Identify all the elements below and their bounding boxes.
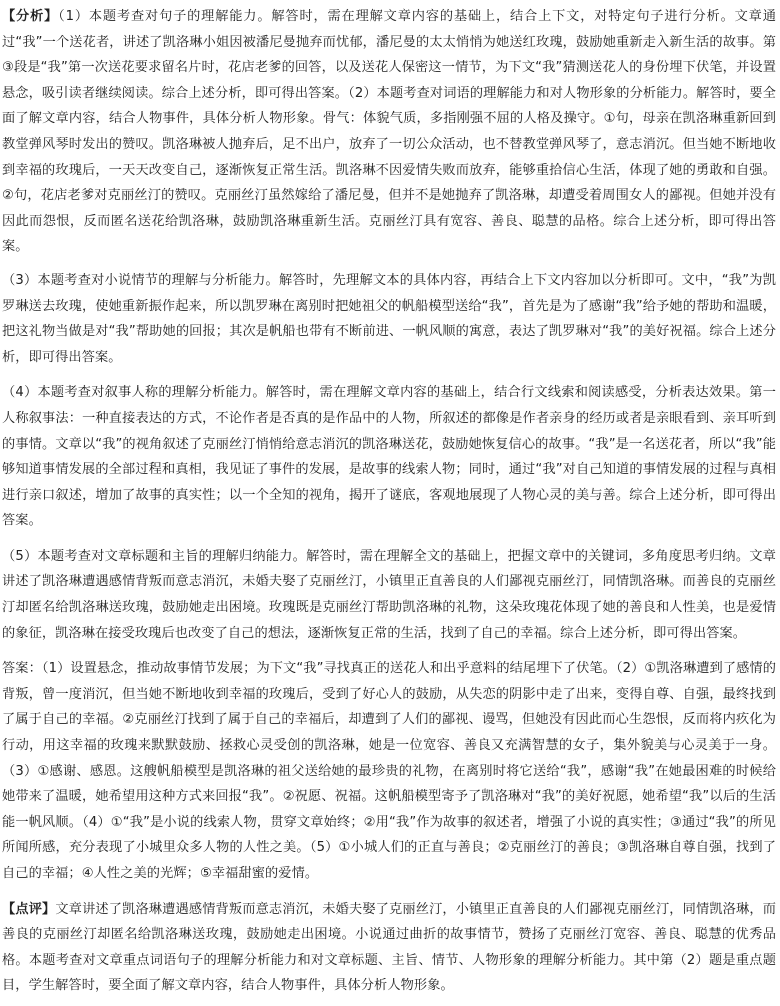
- analysis-q5-paragraph: [2, 544, 776, 646]
- analysis-q3-paragraph: [2, 268, 776, 370]
- comment-text: 文章讲述了凯洛琳遭遇感情背叛而意志消沉，未婚夫娶了克丽丝汀，小镇里正直善良的人们鄙视克丽丝汀，同情凯洛琳，而善良的克丽丝汀却匿名给凯洛琳送玫瑰，鼓励她走出困境。小说通过曲折的故事情节，赞扬了克丽丝汀宽容、善良、聪慧的优秀品格。本题考查对文章重点词语句子的理解分析能力和对文章标题、主旨、情节、人物形象的理解分析能力。其中第（2）题是重点题目，学生解答时，要全面了解文章内容，结合人物事件，具体分析人物形象。: [2, 901, 776, 994]
- comment-paragraph: [2, 897, 776, 999]
- analysis-paragraph: [2, 4, 776, 260]
- analysis-text-q5: （5）本题考查对文章标题和主旨的理解归纳能力。解答时，需在理解全文的基础上，把握文章中的关键词，多角度思考归纳。文章讲述了凯洛琳遭遇感情背叛而意志消沉，未婚夫娶了克丽丝汀，小镇里正直善良的人们鄙视克丽丝汀，同情凯洛琳。而善良的克丽丝汀却匿名给凯洛琳送玫瑰，鼓励她走出困境。玫瑰既是克丽丝汀帮助凯洛琳的礼物，这朵玫瑰花体现了她的善良和人性美，也是爱情的象征，凯洛琳在接受玫瑰后也改变了自己的想法，逐渐恢复正常的生活，找到了自己的幸福。综合上述分析，即可得出答案。: [2, 548, 776, 641]
- answer-paragraph: [2, 656, 776, 886]
- analysis-text-q4: （4）本题考查对叙事人称的理解分析能力。解答时，需在理解文章内容的基础上，结合行文线索和阅读感受，分析表达效果。第一人称叙事法：一种直接表达的方式，不论作者是否真的是作品中的人物，所叙述的都像是作者亲身的经历或者是亲眼看到、亲耳听到的事情。文章以“我”的视角叙述了克丽丝汀悄悄给意志消沉的凯洛琳送花，鼓励她恢复信心的故事。“我”是一名送花者，所以“我”能够知道事情发展的全部过程和真相，我见证了事件的发展，是故事的线索人物；同时，通过“我”对自己知道的事情发展的过程与真相进行亲口叙述，增加了故事的真实性；以一个全知的视角，揭开了谜底，客观地展现了人物心灵的美与善。综合上述分析，即可得出答案。: [2, 385, 776, 529]
- analysis-tag: 【分析】: [2, 9, 59, 24]
- analysis-text-q3: （3）本题考查对小说情节的理解与分析能力。解答时，先理解文本的具体内容，再结合上下文内容加以分析即可。文中，“我”为凯罗琳送去玫瑰，使她重新振作起来，所以凯罗琳在离别时把她祖父的帆船模型送给“我”，首先是为了感谢“我”给予她的帮助和温暖，把这礼物当做是对“我”帮助她的回报；其次是帆船也带有不断前进、一帆风顺的寓意，表达了凯罗琳对“我”的美好祝福。综合上述分析，即可得出答案。: [2, 272, 776, 365]
- analysis-q4-paragraph: [2, 380, 776, 534]
- analysis-text-q1-q2: （1）本题考查对句子的理解能力。解答时，需在理解文章内容的基础上，结合上下文，对特定句子进行分析。文章通过“我”一个送花者，讲述了凯洛琳小姐因被潘尼曼抛弃而忧郁，潘尼曼的太太悄悄为她送红玫瑰，鼓励她重新走入新生活的故事。第③段是“我”第一次送花要求留名片时，花店老爹的回答，以及送花人保密这一情节，为下文“我”猜测送花人的身份埋下伏笔，并设置悬念，吸引读者继续阅读。综合上述分析，即可得出答案。（2）本题考查对词语的理解能力和对人物形象的分析能力。解答时，要全面了解文章内容，结合人物事件，具体分析人物形象。骨气：体貌气质，多指刚强不屈的人格及操守。①句，母亲在凯洛琳重新回到教堂弹风琴时发出的赞叹。凯洛琳被人抛弃后，足不出户，放弃了一切公众活动，也不替教堂弹风琴了，意志消沉。但当她不断地收到幸福的玫瑰后，一天天改变自己，逐渐恢复正常生活。凯洛琳不因爱情失败而放弃，能够重拾信心生活，体现了她的勇敢和自强。②句，花店老爹对克丽丝汀的赞叹。克丽丝汀虽然嫁给了潘尼曼，但并不是她抛弃了凯洛琳，却遭受着周围女人的鄙视。但她并没有因此而怨恨，反而匿名送花给凯洛琳，鼓励凯洛琳重新生活。克丽丝汀具有宽容、善良、聪慧的品格。综合上述分析，即可得出答案。: [2, 9, 776, 255]
- answer-text: （1）设置悬念，推动故事情节发展；为下文“我”寻找真正的送花人和出乎意料的结尾埋下了伏笔。（2）①凯洛琳遭到了感情的背叛，曾一度消沉，但当她不断地收到幸福的玫瑰后，受到了好心人的鼓励，从失恋的阴影中走了出来，变得自尊、自强，最终找到了属于自己的幸福。②克丽丝汀找到了属于自己的幸福后，却遭到了人们的鄙视、谩骂，但她没有因此而心生怨恨，反而将内疚化为行动，用这幸福的玫瑰来默默鼓励、拯救心灵受创的凯洛琳，她是一位宽容、善良又充满智慧的女子，集外貌美与心灵美于一身。（3）①感谢、感恩。这艘帆船模型是凯洛琳的祖父送给她的最珍贵的礼物，在离别时将它送给“我”，感谢“我”在她最困难的时候给她带来了温暖，她希望用这种方式来回报“我”。②祝愿、祝福。这帆船模型寄予了凯洛琳对“我”的美好祝愿，她希望“我”以后的生活能一帆风顺。（4）①“我”是小说的线索人物，贯穿文章始终；②用“我”作为故事的叙述者，增强了小说的真实性；③通过“我”的所见所闻所感，充分表现了小城里众多人物的人性之美。（5）①小城人们的正直与善良；②克丽丝汀的善良；③凯洛琳自尊自强，找到了自己的幸福；④人性之美的光辉；⑤幸福甜蜜的爱情。: [2, 661, 776, 881]
- answer-tag: 答案：: [2, 661, 42, 677]
- comment-tag: 【点评】: [2, 901, 56, 917]
